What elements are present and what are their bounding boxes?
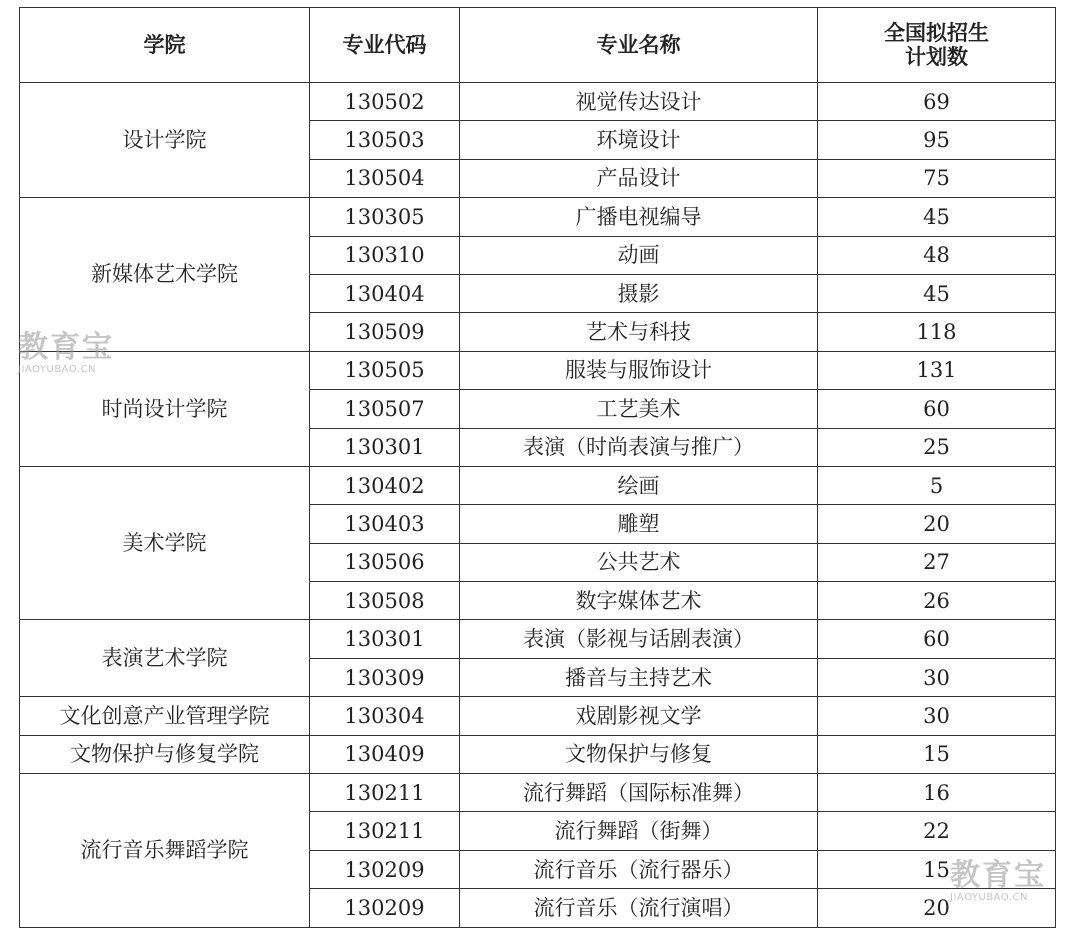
college-cell: 新媒体艺术学院 bbox=[20, 198, 310, 352]
major-cell: 流行音乐（流行器乐） bbox=[460, 850, 818, 888]
major-cell: 文物保护与修复 bbox=[460, 735, 818, 773]
major-cell: 绘画 bbox=[460, 466, 818, 504]
code-cell: 130211 bbox=[310, 812, 460, 850]
plan-cell: 15 bbox=[818, 850, 1056, 888]
table-row bbox=[20, 697, 1056, 735]
code-cell: 130508 bbox=[310, 582, 460, 620]
table-row bbox=[20, 735, 1056, 773]
table-row bbox=[20, 83, 1056, 121]
major-cell: 产品设计 bbox=[460, 159, 818, 197]
college-cell: 时尚设计学院 bbox=[20, 351, 310, 466]
plan-cell: 27 bbox=[818, 543, 1056, 581]
plan-cell: 48 bbox=[818, 236, 1056, 274]
header-plan-line2: 计划数 bbox=[905, 45, 968, 69]
watermark-domain: JIAOYUBAO.CN bbox=[950, 892, 1028, 903]
code-cell: 130305 bbox=[310, 198, 460, 236]
code-cell: 130211 bbox=[310, 774, 460, 812]
code-cell: 130301 bbox=[310, 620, 460, 658]
code-cell: 130507 bbox=[310, 390, 460, 428]
table-row bbox=[20, 774, 1056, 812]
plan-cell: 60 bbox=[818, 390, 1056, 428]
watermark-name: 教育宝 bbox=[950, 858, 1046, 893]
plan-cell: 75 bbox=[818, 159, 1056, 197]
major-cell: 流行舞蹈（街舞） bbox=[460, 812, 818, 850]
plan-cell: 5 bbox=[818, 466, 1056, 504]
college-cell: 表演艺术学院 bbox=[20, 620, 310, 697]
code-cell: 130301 bbox=[310, 428, 460, 466]
code-cell: 130505 bbox=[310, 351, 460, 389]
code-cell: 130506 bbox=[310, 543, 460, 581]
plan-cell: 30 bbox=[818, 697, 1056, 735]
code-cell: 130503 bbox=[310, 121, 460, 159]
watermark-name: 教育宝 bbox=[18, 330, 114, 365]
major-cell: 广播电视编导 bbox=[460, 198, 818, 236]
header-plan-line1: 全国拟招生 bbox=[884, 21, 989, 45]
code-cell: 130404 bbox=[310, 274, 460, 312]
major-cell: 工艺美术 bbox=[460, 390, 818, 428]
code-cell: 130402 bbox=[310, 466, 460, 504]
plan-cell: 69 bbox=[818, 83, 1056, 121]
major-cell: 服装与服饰设计 bbox=[460, 351, 818, 389]
code-cell: 130409 bbox=[310, 735, 460, 773]
major-cell: 流行舞蹈（国际标准舞） bbox=[460, 774, 818, 812]
code-cell: 130304 bbox=[310, 697, 460, 735]
major-cell: 环境设计 bbox=[460, 121, 818, 159]
major-cell: 摄影 bbox=[460, 274, 818, 312]
code-cell: 130403 bbox=[310, 505, 460, 543]
header-major: 专业名称 bbox=[460, 8, 818, 83]
major-cell: 表演（时尚表演与推广） bbox=[460, 428, 818, 466]
plan-cell: 26 bbox=[818, 582, 1056, 620]
major-cell: 流行音乐（流行演唱） bbox=[460, 889, 818, 927]
plan-cell: 95 bbox=[818, 121, 1056, 159]
code-cell: 130209 bbox=[310, 889, 460, 927]
code-cell: 130502 bbox=[310, 83, 460, 121]
code-cell: 130310 bbox=[310, 236, 460, 274]
code-cell: 130309 bbox=[310, 658, 460, 696]
major-cell: 播音与主持艺术 bbox=[460, 658, 818, 696]
table-body bbox=[20, 83, 1056, 928]
major-cell: 数字媒体艺术 bbox=[460, 582, 818, 620]
major-cell: 表演（影视与话剧表演） bbox=[460, 620, 818, 658]
plan-cell: 118 bbox=[818, 313, 1056, 351]
plan-cell: 20 bbox=[818, 505, 1056, 543]
code-cell: 130209 bbox=[310, 850, 460, 888]
code-cell: 130504 bbox=[310, 159, 460, 197]
header-college: 学院 bbox=[20, 8, 310, 83]
plan-cell: 131 bbox=[818, 351, 1056, 389]
plan-cell: 16 bbox=[818, 774, 1056, 812]
plan-cell: 20 bbox=[818, 889, 1056, 927]
header-plan bbox=[818, 8, 1056, 83]
plan-cell: 60 bbox=[818, 620, 1056, 658]
major-cell: 动画 bbox=[460, 236, 818, 274]
header-row bbox=[20, 8, 1056, 83]
table-row bbox=[20, 351, 1056, 389]
major-cell: 公共艺术 bbox=[460, 543, 818, 581]
plan-cell: 45 bbox=[818, 274, 1056, 312]
table-row bbox=[20, 198, 1056, 236]
major-cell: 戏剧影视文学 bbox=[460, 697, 818, 735]
enrollment-table bbox=[19, 7, 1056, 928]
table-row bbox=[20, 620, 1056, 658]
college-cell: 流行音乐舞蹈学院 bbox=[20, 774, 310, 928]
plan-cell: 30 bbox=[818, 658, 1056, 696]
college-cell: 文化创意产业管理学院 bbox=[20, 697, 310, 735]
major-cell: 视觉传达设计 bbox=[460, 83, 818, 121]
table-row bbox=[20, 466, 1056, 504]
college-cell: 文物保护与修复学院 bbox=[20, 735, 310, 773]
header-code: 专业代码 bbox=[310, 8, 460, 83]
plan-cell: 22 bbox=[818, 812, 1056, 850]
major-cell: 艺术与科技 bbox=[460, 313, 818, 351]
plan-cell: 25 bbox=[818, 428, 1056, 466]
watermark-domain: JIAOYUBAO.CN bbox=[18, 364, 96, 375]
major-cell: 雕塑 bbox=[460, 505, 818, 543]
code-cell: 130509 bbox=[310, 313, 460, 351]
plan-cell: 45 bbox=[818, 198, 1056, 236]
plan-cell: 15 bbox=[818, 735, 1056, 773]
college-cell: 设计学院 bbox=[20, 83, 310, 198]
college-cell: 美术学院 bbox=[20, 466, 310, 620]
